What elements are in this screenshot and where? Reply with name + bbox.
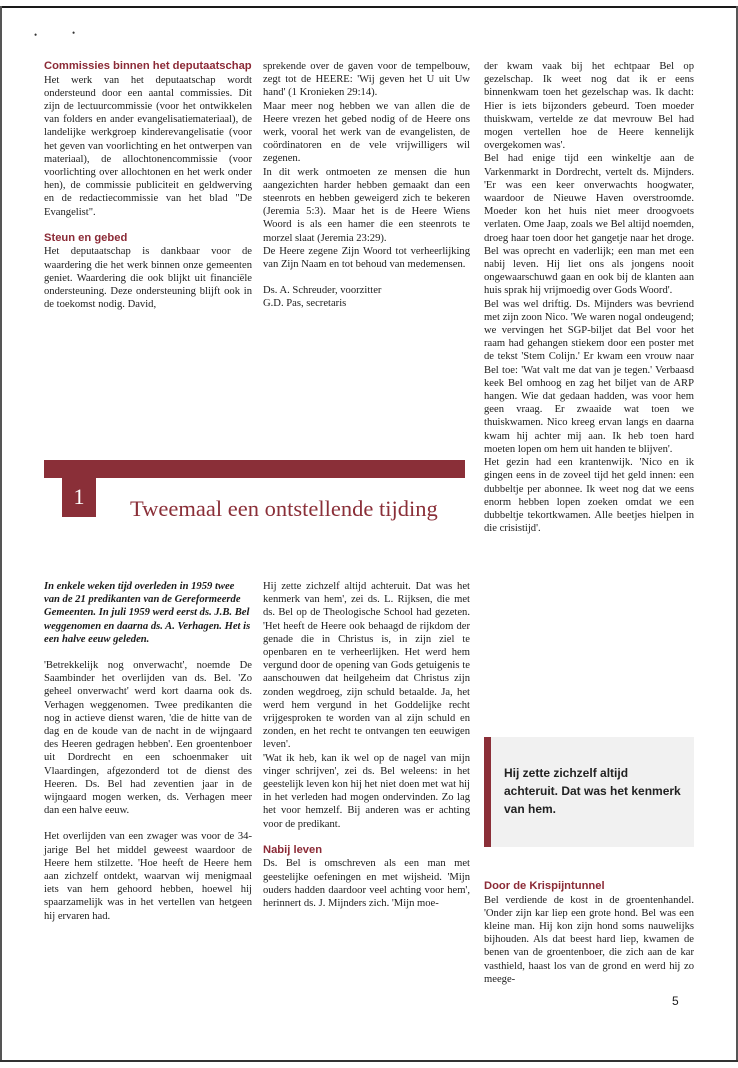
paragraph: Het gezin had een krantenwijk. 'Nico en ik gingen eens in de zoveel tijd het geld innen: een dubbeltje per abonnee. Ik weet nog dat we eens enorm hebben lopen zoeken omdat we een dubbeltje tekortkwamen. Alle beetjes hielpen in die crisistijd'. bbox=[484, 457, 694, 535]
paragraph: Bel was wel driftig. Ds. Mijnders was bevriend met zijn zoon Nico. 'We waren nogal ondeugend; we vervingen het SGP-biljet dat Bel voor het raam had gehangen stiekem door een poster met de tekst 'Stem Colijn.' Er kwam een vrouw naar Bel toe: 'Wat valt me dat van je tegen.' Verbaasd keek Bel omhoog en zag het biljet van de ARP hangen. Wie dat gedaan hadden, was voor hem geen vraag. Er zwaaide wat toen we thuiskwamen. Nico kreeg ervan langs en daarna kwam hij achter mij aan. Ik heb toen hard moeten lopen om hem uit handen te blijven'. bbox=[484, 298, 694, 455]
pull-quote-accent bbox=[484, 737, 491, 847]
article-lead: In enkele weken tijd overleden in 1959 twee van de 21 predikanten van de Gereformeerde Gemeenten. In juli 1959 werd eerst ds. J.B. Bel weggenomen en daarna ds. A. Verhagen. Het is een halve eeuw geleden. bbox=[44, 581, 251, 645]
paragraph: 'Betrekkelijk nog onverwacht', noemde De Saambinder het overlijden van ds. Bel. 'Zo geheel onverwacht' werd kort daarna ook ds. Verhagen weggenomen. Twee predikanten die nog in actieve dienst waren, 'die de hitte van de dag en de koude van de nacht in de wijngaard des Heeren gedragen hebben'. Een groentenboer uit Dordrecht en een schoenmaker uit Vlaardingen, afgezonderd tot de dienst des Heeren. Ds. Bel had zeventien jaar in de wijngaard mogen werken, ds. Verhagen meer dan een halve eeuw. bbox=[44, 660, 252, 817]
column-2-lower bbox=[263, 580, 470, 910]
paragraph: der kwam vaak bij het echtpaar Bel op gezelschap. Ik weet nog dat ik er eens binnenkwam toen het gezelschap was. Ik dacht: Hier is iets bijzonders gebeurd. Toen moeder thuiskwam, vertelde ze dat mevrouw Bel had mogen vertellen hoe de Heere kennelijk overgekomen was'. bbox=[484, 61, 694, 152]
page-number: 5 bbox=[672, 994, 679, 1008]
section-heading: Commissies binnen het deputaatschap bbox=[44, 60, 252, 72]
paragraph: Ds. Bel is omschreven als een man met geestelijke oefeningen en met wijsheid. 'Mijn ouders hadden daardoor veel achting voor hem', herinnert ds. J. Mijnders zich. 'Mijn moe- bbox=[263, 858, 470, 910]
paragraph: Het overlijden van een zwager was voor de 34-jarige Bel het middel geweest waardoor de Heere hem stilzette. 'Hoe heeft de Heere hem aan zichzelf ontdekt, waarvan wij menigmaal iets van hem gehoord hebben, hoewel hij spaarzamelijk was in het vertellen van hetgeen hij ervaren had. bbox=[44, 831, 252, 922]
paragraph: 'Wat ik heb, kan ik wel op de nagel van mijn vinger schrijven', zei ds. Bel weleens: in het geestelijk leven kon hij het niet doen met wat hij in het verleden had mogen ondervinden. Zo lag het voor hemzelf. Bij anderen was er achting voor de predikant. bbox=[263, 752, 470, 830]
article-banner bbox=[44, 460, 465, 478]
column-3-lower bbox=[484, 880, 694, 986]
paragraph: In dit werk ontmoeten ze mensen die hun aangezichten harder hebben gemaakt dan een steenrots en hebben geweigerd zich te bekeren (Jeremia 5:3). Maar het is de Heere Wiens Woord is als een hamer die een steenrots te morzel slaat (Jeremia 23:29). bbox=[263, 166, 470, 244]
article-number: 1 bbox=[62, 477, 96, 517]
column-1-upper bbox=[44, 60, 252, 311]
paragraph: Bel verdiende de kost in de groentenhandel. 'Onder zijn kar liep een grote hond. Bel was een kleine man. Hij kon zijn hond soms nauwelijks bijhouden. Als dat beest hard liep, kwamen de benen van de groentenboer, die zich aan de kar vasthield, haast los van de grond en werd hij zo meege- bbox=[484, 894, 694, 985]
pull-quote bbox=[484, 737, 694, 847]
paragraph: De Heere zegene Zijn Woord tot verheerlijking van Zijn Naam en tot behoud van medemensen. bbox=[263, 245, 470, 271]
column-2-upper bbox=[263, 60, 470, 311]
column-3 bbox=[484, 60, 694, 535]
paragraph: Hij zette zichzelf altijd achteruit. Dat was het kenmerk van hem', zei ds. L. Rijksen, die met ds. Bel op de Theologische School had gezeten. 'Het heeft de Heere ook behaagd de rijkdom der genade die in Christus is, in zijn ziel te openbaren en te verheerlijken. Het werd hem vergund door de opening van Gods getuigenis te aanschouwen dat heilgeheim dat Christus zijn zonden wegdroeg, zijn schuld betaalde. Ja, het werd hem vergund in het Goddelijke recht vrijgesproken te worden van al zijn schuld en zonden, en het recht te ontvangen ten eeuwigen leven'. bbox=[263, 581, 470, 751]
section-heading: Door de Krispijntunnel bbox=[484, 880, 605, 892]
paragraph: sprekende over de gaven voor de tempelbouw, zegt tot de HEERE: 'Wij geven het U uit Uw hand' (1 Kronieken 29:14). bbox=[263, 61, 470, 99]
page-border-top bbox=[0, 6, 738, 8]
paragraph: Het deputaatschap is dankbaar voor de waardering die het werk binnen onze gemeenten geniet. Waardering die ook blijkt uit financiële ondersteuning. Deze ondersteuning blijft ook in de toekomst nodig. David, bbox=[44, 246, 252, 311]
column-1-lower bbox=[44, 580, 252, 923]
scan-speck: • bbox=[34, 30, 38, 40]
pull-quote-text: Hij zette zichzelf altijd achteruit. Dat was het kenmerk van hem. bbox=[504, 766, 681, 816]
signature: G.D. Pas, secretaris bbox=[263, 298, 347, 310]
article-title: Tweemaal een ontstellende tijding bbox=[130, 496, 438, 521]
section-heading: Nabij leven bbox=[263, 843, 323, 856]
page-border-left bbox=[0, 6, 2, 1062]
page-border-bottom bbox=[0, 1060, 738, 1062]
paragraph: Bel had enige tijd een winkeltje aan de Varkenmarkt in Dordrecht, vertelt ds. Mijnders. 'Er was een keer onverwachts hoogwater, waardoor de Nieuwe Haven overstroomde. Moeder kon het huis niet meer droogvoets verlaten. Ome Jaap, zoals we Bel altijd noemden, droeg haar toen door het gangetje naar het droge. Bel was oprecht en vaderlijk; een man met een nabij leven. Hij liet ons als jongens nooit ongewaarschuwd gaan en ook bij de klanten aan huis sprak hij vrijmoedig over Gods Woord'. bbox=[484, 153, 694, 297]
signature: Ds. A. Schreuder, voorzitter bbox=[263, 285, 382, 297]
paragraph: Het werk van het deputaatschap wordt ondersteund door een aantal commissies. Dit zijn de lectuurcommissie (voor het ontwikkelen van folders en ander evangelisatiemateriaal), de landelijke werkgroep kinderevangelisatie (voor het geven van voorlichting en het ontwerpen van materiaal), de allochtonencommissie (voor voorlichting over allochtonen en het werk onder hen), de commissie publiciteit en geldwerving en de redactiecommissie van het blad "De Evangelist". bbox=[44, 74, 252, 218]
paragraph: Maar meer nog hebben we van allen die de Heere vrezen het gebed nodig of de Heere ons werk, vooral het werk van de evangelisten, de coördinatoren en de vele vrijwilligers wil zegenen. bbox=[263, 100, 470, 165]
scan-speck: • bbox=[72, 28, 76, 38]
section-heading: Steun en gebed bbox=[44, 231, 128, 244]
